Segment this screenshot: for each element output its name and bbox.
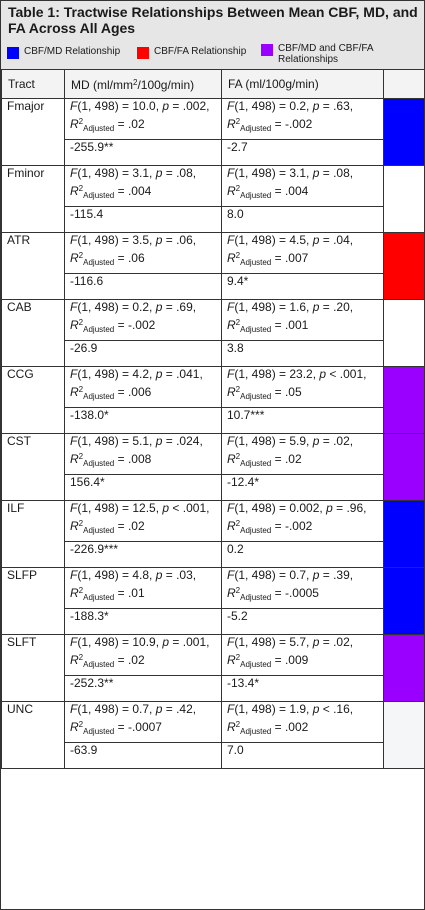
tract-name: SLFP (2, 568, 65, 635)
table-row-coef (2, 475, 425, 501)
table-row (2, 99, 425, 140)
fa-coefficient: -5.2 (222, 609, 384, 635)
table-row (2, 501, 425, 542)
fa-stat: F(1, 498) = 5.7, p = .02, $R^2_{Adjusted} = .009$ (222, 635, 384, 676)
tract-name: SLFT (2, 635, 65, 702)
relationship-color-cell (384, 702, 425, 769)
fa-stat: F(1, 498) = 0.002, p = .96, $R^2_{Adjusted} = -.002$ (222, 501, 384, 542)
table-row-coef (2, 542, 425, 568)
fa-coefficient: 10.7*** (222, 408, 384, 434)
tract-name: ATR (2, 233, 65, 300)
md-coefficient: 156.4* (65, 475, 222, 501)
legend (1, 44, 424, 68)
md-coefficient: -115.4 (65, 207, 222, 233)
results-table (1, 69, 425, 769)
md-stat: F(1, 498) = 10.0, p = .002, $R^2_{Adjusted} = .02$ (65, 99, 222, 140)
fa-coefficient: 8.0 (222, 207, 384, 233)
md-stat: F(1, 498) = 12.5, p < .001, $R^2_{Adjusted} = .02$ (65, 501, 222, 542)
fa-coefficient: 9.4* (222, 274, 384, 300)
table-row (2, 568, 425, 609)
fa-coefficient: -12.4* (222, 475, 384, 501)
relationship-color-cell (384, 568, 425, 635)
md-coefficient: -138.0* (65, 408, 222, 434)
fa-coefficient: 7.0 (222, 743, 384, 769)
table-row-coef (2, 743, 425, 769)
legend-item-md (7, 46, 120, 59)
table-body (2, 99, 425, 769)
legend-label: CBF/MD Relationship (24, 46, 121, 57)
table-row-coef (2, 676, 425, 702)
md-coefficient: -188.3* (65, 609, 222, 635)
fa-stat: F(1, 498) = 0.2, p = .63, $R^2_{Adjusted} = -.002$ (222, 99, 384, 140)
tract-name: Fmajor (2, 99, 65, 166)
tract-name: UNC (2, 702, 65, 769)
legend-swatch-blue (7, 47, 19, 59)
md-coefficient: -226.9*** (65, 542, 222, 568)
md-stat: F(1, 498) = 0.7, p = .42, $R^2_{Adjusted} = -.0007$ (65, 702, 222, 743)
table-row (2, 635, 425, 676)
col-header-md: MD $(ml/mm^2/100g/\min)$ (65, 70, 222, 99)
md-stat: F(1, 498) = 3.5, p = .06, $R^2_{Adjusted} = .06$ (65, 233, 222, 274)
md-coefficient: -63.9 (65, 743, 222, 769)
legend-item-fa (137, 46, 246, 59)
fa-coefficient: 3.8 (222, 341, 384, 367)
fa-stat: F(1, 498) = 4.5, p = .04, $R^2_{Adjusted} = .007$ (222, 233, 384, 274)
md-coefficient: -252.3** (65, 676, 222, 702)
col-header-tract: Tract (2, 70, 65, 99)
table-title: Table 1: Tractwise Relationships Between Mean CBF, MD, and FA Across All Ages (8, 4, 418, 36)
table-row (2, 300, 425, 341)
table-row (2, 166, 425, 207)
tract-name: CST (2, 434, 65, 501)
header-row (2, 70, 425, 99)
table-row-coef (2, 341, 425, 367)
fa-coefficient: -13.4* (222, 676, 384, 702)
md-coefficient: -116.6 (65, 274, 222, 300)
relationship-color-cell (384, 367, 425, 434)
relationship-color-cell (384, 300, 425, 367)
relationship-color-cell (384, 233, 425, 300)
tract-name: CAB (2, 300, 65, 367)
fa-stat: F(1, 498) = 1.6, p = .20, $R^2_{Adjusted} = .001$ (222, 300, 384, 341)
fa-stat: F(1, 498) = 0.7, p = .39, $R^2_{Adjusted} = -.0005$ (222, 568, 384, 609)
legend-swatch-red (137, 47, 149, 59)
legend-label: CBF/FA Relationship (154, 46, 247, 57)
legend-swatch-purple (261, 44, 273, 56)
md-stat: F(1, 498) = 10.9, p = .001, $R^2_{Adjusted} = .02$ (65, 635, 222, 676)
md-coefficient: -255.9** (65, 140, 222, 166)
table-row-coef (2, 140, 425, 166)
md-stat: F(1, 498) = 4.2, p = .041, $R^2_{Adjusted} = .006$ (65, 367, 222, 408)
md-stat: F(1, 498) = 5.1, p = .024, $R^2_{Adjusted} = .008$ (65, 434, 222, 475)
tract-name: ILF (2, 501, 65, 568)
md-stat: F(1, 498) = 4.8, p = .03, $R^2_{Adjusted} = .01$ (65, 568, 222, 609)
fa-stat: F(1, 498) = 3.1, p = .08, $R^2_{Adjusted} = .004$ (222, 166, 384, 207)
table-row-coef (2, 408, 425, 434)
fa-stat: F(1, 498) = 5.9, p = .02, $R^2_{Adjusted} = .02$ (222, 434, 384, 475)
tract-name: Fminor (2, 166, 65, 233)
col-header-color (384, 70, 425, 99)
table-row-coef (2, 207, 425, 233)
table-header (1, 1, 424, 70)
legend-item-both (261, 43, 421, 65)
table-row-coef (2, 274, 425, 300)
legend-label: CBF/MD and CBF/FA Relationships (278, 43, 374, 65)
table-row (2, 367, 425, 408)
fa-coefficient: -2.7 (222, 140, 384, 166)
table-row (2, 434, 425, 475)
fa-stat: F(1, 498) = 1.9, p < .16, $R^2_{Adjusted} = .002$ (222, 702, 384, 743)
md-coefficient: -26.9 (65, 341, 222, 367)
relationship-color-cell (384, 99, 425, 166)
md-stat: F(1, 498) = 3.1, p = .08, $R^2_{Adjusted} = .004$ (65, 166, 222, 207)
table-row-coef (2, 609, 425, 635)
table-row (2, 702, 425, 743)
table-row (2, 233, 425, 274)
tract-name: CCG (2, 367, 65, 434)
relationship-color-cell (384, 501, 425, 568)
fa-stat: F(1, 498) = 23.2, p < .001, $R^2_{Adjusted} = .05$ (222, 367, 384, 408)
fa-coefficient: 0.2 (222, 542, 384, 568)
relationship-color-cell (384, 434, 425, 501)
relationship-color-cell (384, 635, 425, 702)
relationship-color-cell (384, 166, 425, 233)
md-stat: F(1, 498) = 0.2, p = .69, $R^2_{Adjusted} = -.002$ (65, 300, 222, 341)
col-header-fa: FA (ml/100g/min) (222, 70, 384, 99)
